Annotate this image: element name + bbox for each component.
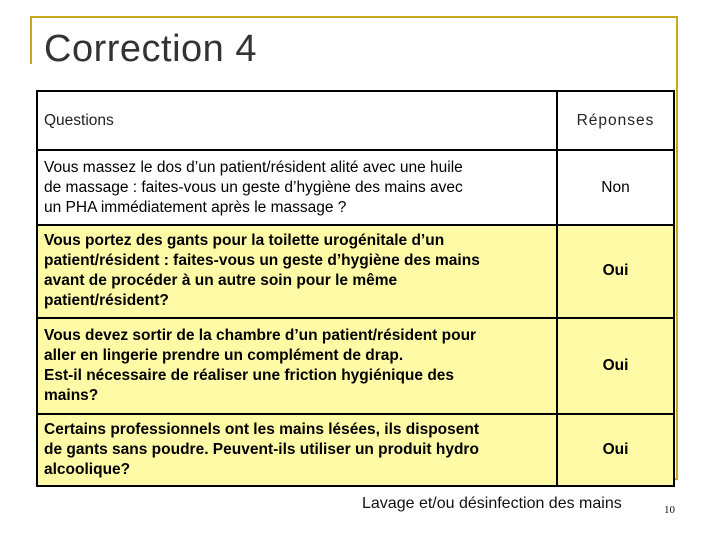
- question-line: avant de procéder à un autre soin pour le même: [44, 272, 398, 290]
- table-row: [37, 318, 674, 414]
- table-row: [37, 225, 674, 318]
- question-cell: [37, 414, 557, 486]
- slide-title: Correction 4: [44, 28, 257, 70]
- question-line: Vous massez le dos d’un patient/résident alité avec une huile: [44, 158, 463, 176]
- header-answers: Réponses: [557, 91, 674, 150]
- question-line: patient/résident : faites-vous un geste d’hygiène des mains: [44, 252, 480, 270]
- question-line: patient/résident?: [44, 292, 169, 310]
- question-line: Certains professionnels ont les mains lésées, ils disposent: [44, 420, 480, 438]
- answer-cell: Oui: [557, 318, 674, 414]
- frame-right-line: [676, 16, 678, 480]
- question-line: aller en lingerie prendre un complément de drap.: [44, 346, 404, 364]
- table-row: [37, 150, 674, 224]
- frame-left-line: [30, 16, 32, 64]
- answer-cell: Non: [557, 150, 674, 224]
- question-line: alcoolique?: [44, 460, 131, 478]
- answer-cell: Oui: [557, 414, 674, 486]
- question-cell: [37, 225, 557, 318]
- question-line: un PHA immédiatement après le massage ?: [44, 198, 347, 216]
- question-line: mains?: [44, 386, 99, 404]
- frame-top-line: [30, 16, 678, 18]
- question-line: de massage : faites-vous un geste d’hygiène des mains avec: [44, 178, 463, 196]
- question-line: Vous devez sortir de la chambre d’un patient/résident pour: [44, 326, 477, 344]
- header-questions: Questions: [37, 91, 557, 150]
- question-line: Vous portez des gants pour la toilette urogénitale d’un: [44, 232, 445, 250]
- table-row: [37, 414, 674, 486]
- answer-cell: Oui: [557, 225, 674, 318]
- question-cell: [37, 150, 557, 224]
- question-cell: [37, 318, 557, 414]
- footer-text: Lavage et/ou désinfection des mains: [362, 495, 622, 512]
- question-line: Est-il nécessaire de réaliser une friction hygiénique des: [44, 366, 455, 384]
- table-header-row: [37, 91, 674, 150]
- page-number: 10: [664, 504, 675, 516]
- qa-table: [36, 90, 675, 487]
- question-line: de gants sans poudre. Peuvent-ils utiliser un produit hydro: [44, 440, 479, 458]
